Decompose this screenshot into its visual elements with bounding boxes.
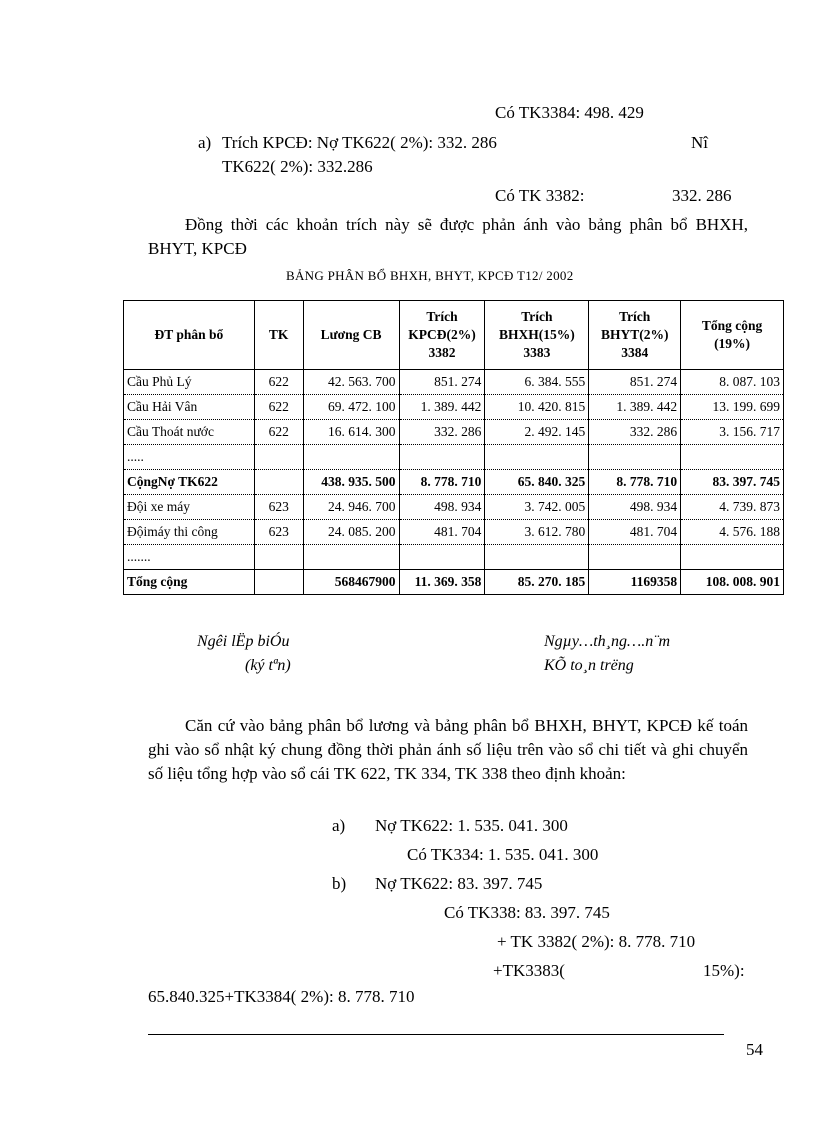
table-row xyxy=(124,370,784,395)
cell-name: Độimáy thi công xyxy=(124,520,255,545)
cell-tong: 83. 397. 745 xyxy=(681,470,784,495)
table-title: BẢNG PHÂN BỔ BHXH, BHYT, KPCĐ T12/ 2002 xyxy=(286,268,574,283)
cell-bhxh: 85. 270. 185 xyxy=(485,570,589,595)
cell-tong xyxy=(681,545,784,570)
cell-kpcd: 1. 389. 442 xyxy=(399,395,485,420)
cell-tk: 623 xyxy=(254,520,303,545)
cell-bhyt: 498. 934 xyxy=(589,495,681,520)
cell-tong: 3. 156. 717 xyxy=(681,420,784,445)
item-a-marker: a) xyxy=(198,133,212,152)
cell-luong xyxy=(303,545,399,570)
cell-luong: 24. 946. 700 xyxy=(303,495,399,520)
cell-bhxh: 2. 492. 145 xyxy=(485,420,589,445)
cell-tong xyxy=(681,445,784,470)
entry-b-tk3383-label: +TK3383( xyxy=(493,961,565,980)
cell-bhyt: 332. 286 xyxy=(589,420,681,445)
cell-bhxh: 3. 612. 780 xyxy=(485,520,589,545)
entry-a-debit: Nợ TK622: 1. 535. 041. 300 xyxy=(375,816,568,835)
cell-name: ....... xyxy=(124,545,255,570)
header-luong-cb: Lương CB xyxy=(303,301,399,370)
signature-left-note: (ký tªn) xyxy=(245,657,291,674)
line-co-tk3382-label: Có TK 3382: xyxy=(495,186,585,205)
cell-bhyt xyxy=(589,445,681,470)
paragraph-intro: Đồng thời các khoản trích này sẽ được phản ánh vào bảng phân bổ BHXH, BHYT, KPCĐ xyxy=(148,215,748,258)
cell-kpcd: 498. 934 xyxy=(399,495,485,520)
signature-left-title: Ngêi lËp biÓu xyxy=(197,633,290,650)
cell-kpcd: 851. 274 xyxy=(399,370,485,395)
cell-tk xyxy=(254,470,303,495)
header-bhyt: Trích BHYT(2%) 3384 xyxy=(589,301,681,370)
cell-luong: 438. 935. 500 xyxy=(303,470,399,495)
cell-bhxh: 65. 840. 325 xyxy=(485,470,589,495)
cell-tk xyxy=(254,445,303,470)
cell-name: Cầu Hải Vân xyxy=(124,395,255,420)
cell-name: Tổng cộng xyxy=(124,570,255,595)
table-header-row xyxy=(124,301,784,370)
cell-bhxh: 6. 384. 555 xyxy=(485,370,589,395)
entry-a-credit: Có TK334: 1. 535. 041. 300 xyxy=(407,845,599,864)
cell-kpcd: 332. 286 xyxy=(399,420,485,445)
cell-bhyt: 1. 389. 442 xyxy=(589,395,681,420)
paragraph-basis: Căn cứ vào bảng phân bổ lương và bảng phân bổ BHXH, BHYT, KPCĐ kế toán ghi vào sổ nhật ký chung đồng thời phản ánh số liệu trên vào sổ chi tiết và ghi chuyển số liệu tổng hợp vào sổ cái TK 622, TK 334, TK 338 theo định khoản: xyxy=(148,716,748,783)
table-row xyxy=(124,420,784,445)
cell-tong: 13. 199. 699 xyxy=(681,395,784,420)
cell-luong: 69. 472. 100 xyxy=(303,395,399,420)
cell-tong: 4. 576. 188 xyxy=(681,520,784,545)
cell-luong: 24. 085. 200 xyxy=(303,520,399,545)
cell-kpcd: 481. 704 xyxy=(399,520,485,545)
cell-bhxh xyxy=(485,445,589,470)
table-row xyxy=(124,545,784,570)
signature-right-date: Ngµy…th¸ng….n¨m xyxy=(544,633,671,650)
cell-tk: 623 xyxy=(254,495,303,520)
cell-name: ..... xyxy=(124,445,255,470)
cell-kpcd: 11. 369. 358 xyxy=(399,570,485,595)
entry-b-credit: Có TK338: 83. 397. 745 xyxy=(444,903,610,922)
header-dt-phan-bo: ĐT phân bổ xyxy=(124,301,255,370)
cell-bhxh: 3. 742. 005 xyxy=(485,495,589,520)
allocation-table xyxy=(123,300,784,595)
cell-luong: 42. 563. 700 xyxy=(303,370,399,395)
page-number: 54 xyxy=(746,1040,763,1059)
cell-name: Đội xe máy xyxy=(124,495,255,520)
header-bhxh: Trích BHXH(15%) 3383 xyxy=(485,301,589,370)
header-kpcd: Trích KPCĐ(2%) 3382 xyxy=(399,301,485,370)
table-row xyxy=(124,445,784,470)
cell-luong: 568467900 xyxy=(303,570,399,595)
cell-bhxh: 10. 420. 815 xyxy=(485,395,589,420)
header-tong-cong: Tổng cộng (19%) xyxy=(681,301,784,370)
cell-tk xyxy=(254,545,303,570)
table-row-subtotal xyxy=(124,470,784,495)
cell-bhyt: 851. 274 xyxy=(589,370,681,395)
entry-a-marker: a) xyxy=(332,816,346,835)
cell-bhyt xyxy=(589,545,681,570)
item-a-tail: Nî xyxy=(691,133,708,152)
item-a-text: Trích KPCĐ: Nợ TK622( 2%): 332. 286 xyxy=(222,133,497,152)
line-co-tk3382-value: 332. 286 xyxy=(672,186,732,205)
entry-b-tk3382: + TK 3382( 2%): 8. 778. 710 xyxy=(497,932,696,951)
entry-b-tk3384: 65.840.325+TK3384( 2%): 8. 778. 710 xyxy=(148,987,415,1006)
entry-b-tk3383-rate: 15%): xyxy=(703,961,745,980)
cell-tk xyxy=(254,570,303,595)
line-co-tk3384: Có TK3384: 498. 429 xyxy=(495,103,644,122)
cell-luong: 16. 614. 300 xyxy=(303,420,399,445)
entry-b-marker: b) xyxy=(332,874,347,893)
cell-bhyt: 1169358 xyxy=(589,570,681,595)
cell-kpcd xyxy=(399,545,485,570)
cell-tk: 622 xyxy=(254,395,303,420)
entry-b-debit: Nợ TK622: 83. 397. 745 xyxy=(375,874,543,893)
cell-bhxh xyxy=(485,545,589,570)
header-tk: TK xyxy=(254,301,303,370)
table-row xyxy=(124,395,784,420)
cell-bhyt: 481. 704 xyxy=(589,520,681,545)
cell-tong: 108. 008. 901 xyxy=(681,570,784,595)
cell-kpcd xyxy=(399,445,485,470)
cell-tong: 8. 087. 103 xyxy=(681,370,784,395)
cell-luong xyxy=(303,445,399,470)
cell-name: CộngNợ TK622 xyxy=(124,470,255,495)
item-a-line2: TK622( 2%): 332.286 xyxy=(222,157,373,176)
table-row-total xyxy=(124,570,784,595)
table-row xyxy=(124,495,784,520)
cell-tk: 622 xyxy=(254,420,303,445)
table-row xyxy=(124,520,784,545)
cell-tong: 4. 739. 873 xyxy=(681,495,784,520)
signature-right-title: KÕ to¸n trëng xyxy=(544,657,634,674)
cell-name: Cầu Thoát nước xyxy=(124,420,255,445)
cell-name: Cầu Phủ Lý xyxy=(124,370,255,395)
footer-rule xyxy=(148,1034,724,1035)
cell-bhyt: 8. 778. 710 xyxy=(589,470,681,495)
cell-kpcd: 8. 778. 710 xyxy=(399,470,485,495)
cell-tk: 622 xyxy=(254,370,303,395)
